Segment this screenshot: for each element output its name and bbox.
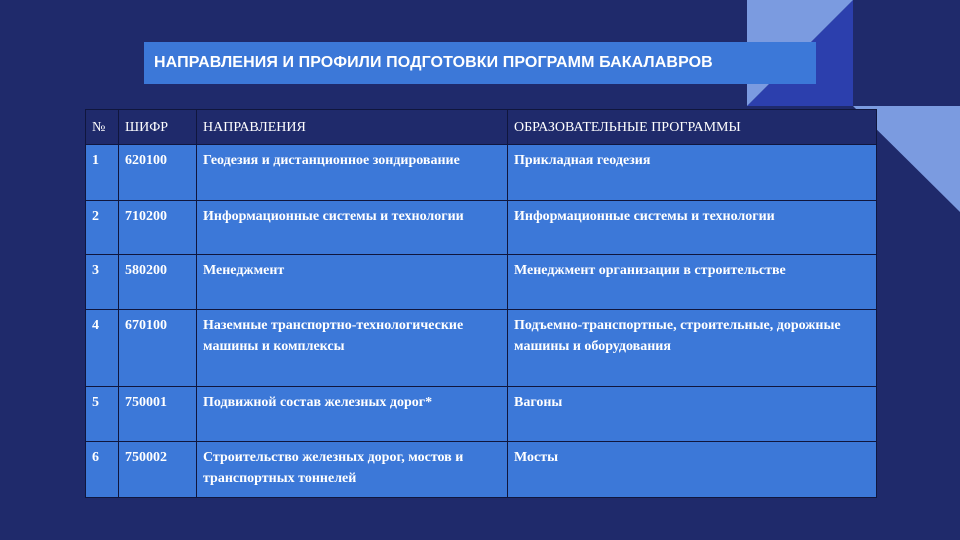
programs-table	[85, 109, 877, 498]
cell-program: Мосты	[508, 442, 877, 498]
header-num: №	[86, 110, 119, 145]
cell-direction: Информационные системы и технологии	[197, 201, 508, 255]
table-row	[86, 387, 877, 442]
cell-code: 750002	[119, 442, 197, 498]
cell-num: 4	[86, 310, 119, 387]
cell-num: 3	[86, 255, 119, 310]
cell-program: Информационные системы и технологии	[508, 201, 877, 255]
cell-program: Прикладная геодезия	[508, 145, 877, 201]
page-title: НАПРАВЛЕНИЯ И ПРОФИЛИ ПОДГОТОВКИ ПРОГРАММ БАКАЛАВРОВ	[144, 42, 816, 84]
header-direction: НАПРАВЛЕНИЯ	[197, 110, 508, 145]
cell-direction: Геодезия и дистанционное зондирование	[197, 145, 508, 201]
cell-num: 2	[86, 201, 119, 255]
cell-num: 6	[86, 442, 119, 498]
cell-direction: Менеджмент	[197, 255, 508, 310]
table-row	[86, 310, 877, 387]
cell-num: 1	[86, 145, 119, 201]
table-row	[86, 201, 877, 255]
header-code: ШИФР	[119, 110, 197, 145]
cell-program: Менеджмент организации в строительстве	[508, 255, 877, 310]
table-row	[86, 442, 877, 498]
table-row	[86, 145, 877, 201]
cell-code: 580200	[119, 255, 197, 310]
cell-program: Вагоны	[508, 387, 877, 442]
header-program: ОБРАЗОВАТЕЛЬНЫЕ ПРОГРАММЫ	[508, 110, 877, 145]
cell-code: 750001	[119, 387, 197, 442]
cell-code: 620100	[119, 145, 197, 201]
table-header-row	[86, 110, 877, 145]
cell-code: 710200	[119, 201, 197, 255]
cell-program: Подъемно-транспортные, строительные, дорожные машины и оборудования	[508, 310, 877, 387]
table-row	[86, 255, 877, 310]
cell-num: 5	[86, 387, 119, 442]
cell-direction: Наземные транспортно-технологические машины и комплексы	[197, 310, 508, 387]
cell-code: 670100	[119, 310, 197, 387]
cell-direction: Строительство железных дорог, мостов и транспортных тоннелей	[197, 442, 508, 498]
cell-direction: Подвижной состав железных дорог*	[197, 387, 508, 442]
